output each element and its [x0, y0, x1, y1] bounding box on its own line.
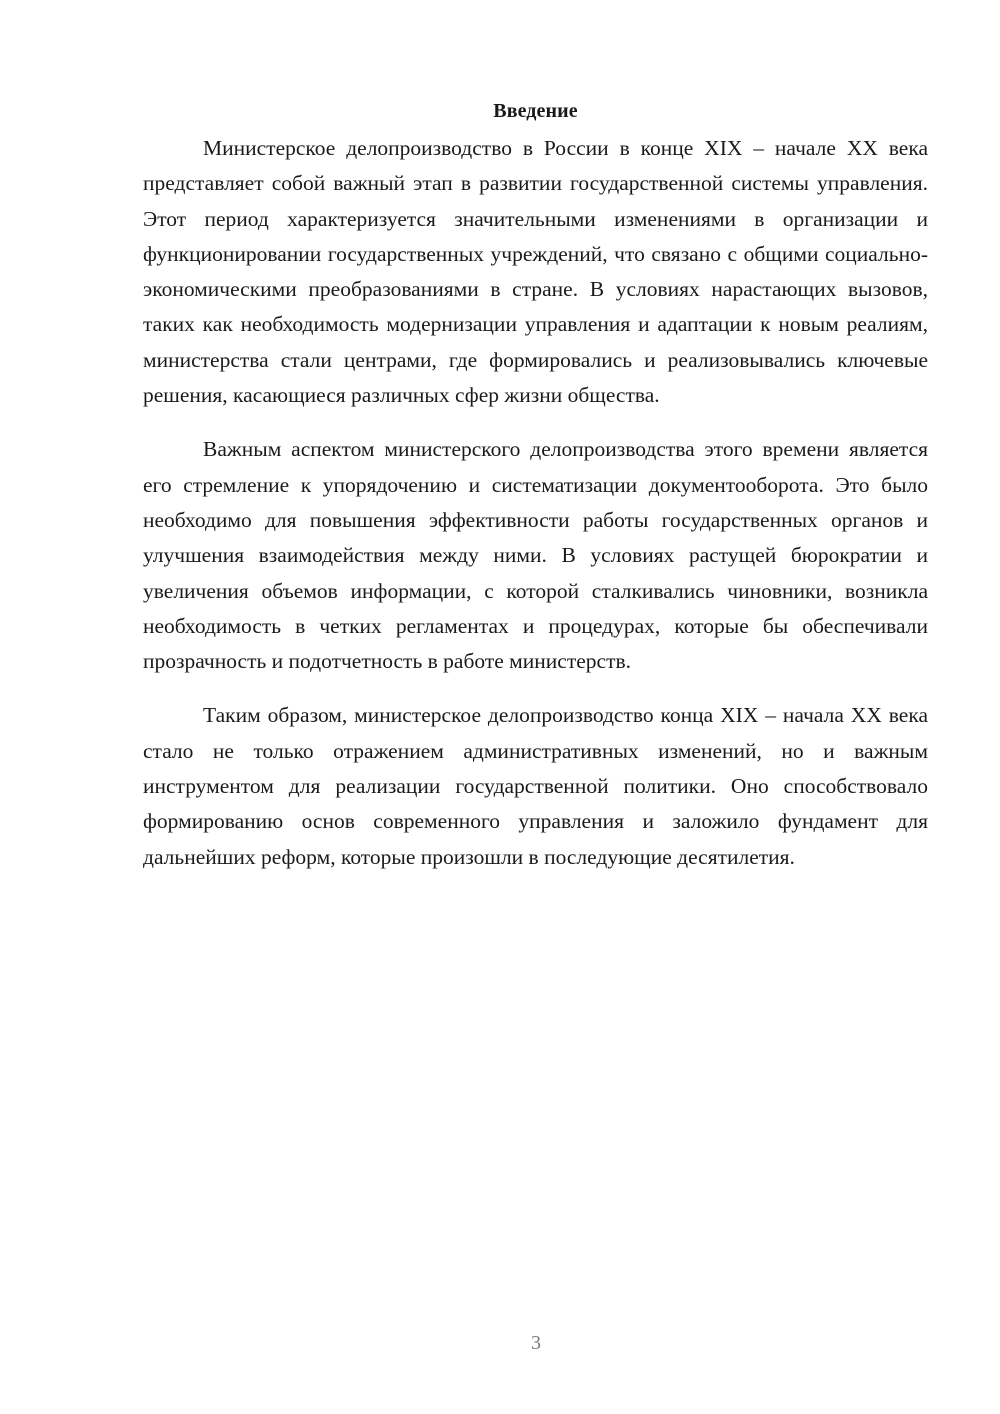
paragraph-2: Важным аспектом министерского делопроизводства этого времени является его стремление к упорядочению и систематизации документооборота. Это было необходимо для повышения эффективности работы государственных органов и улучшения взаимодействия между ними. В условиях растущей бюрократии и увеличения объемов информации, с которой сталкивались чиновники, возникла необходимость в четких регламентах и процедурах, которые бы обеспечивали прозрачность и подотчетность в работе министерств.	[143, 437, 928, 674]
paragraph-1: Министерское делопроизводство в России в конце XIX – начале XX века представляет собой важный этап в развитии государственной системы управления. Этот период характеризуется значительными изменениями в организации и функционировании государственных учреждений, что связано с общими социально-экономическими преобразованиями в стране. В условиях нарастающих вызовов, таких как необходимость модернизации управления и адаптации к новым реалиям, министерства стали центрами, где формировались и реализовывались ключевые решения, касающиеся различных сфер жизни общества.	[143, 136, 928, 408]
section-title: Введение	[493, 100, 578, 122]
page-number: 3	[531, 1332, 541, 1354]
paragraph-3: Таким образом, министерское делопроизводство конца XIX – начала XX века стало не только отражением административных изменений, но и важным инструментом для реализации государственной политики. Оно способствовало формированию основ современного управления и заложило фундамент для дальнейших реформ, которые произошли в последующие десятилетия.	[143, 703, 928, 869]
page-content	[143, 95, 928, 894]
